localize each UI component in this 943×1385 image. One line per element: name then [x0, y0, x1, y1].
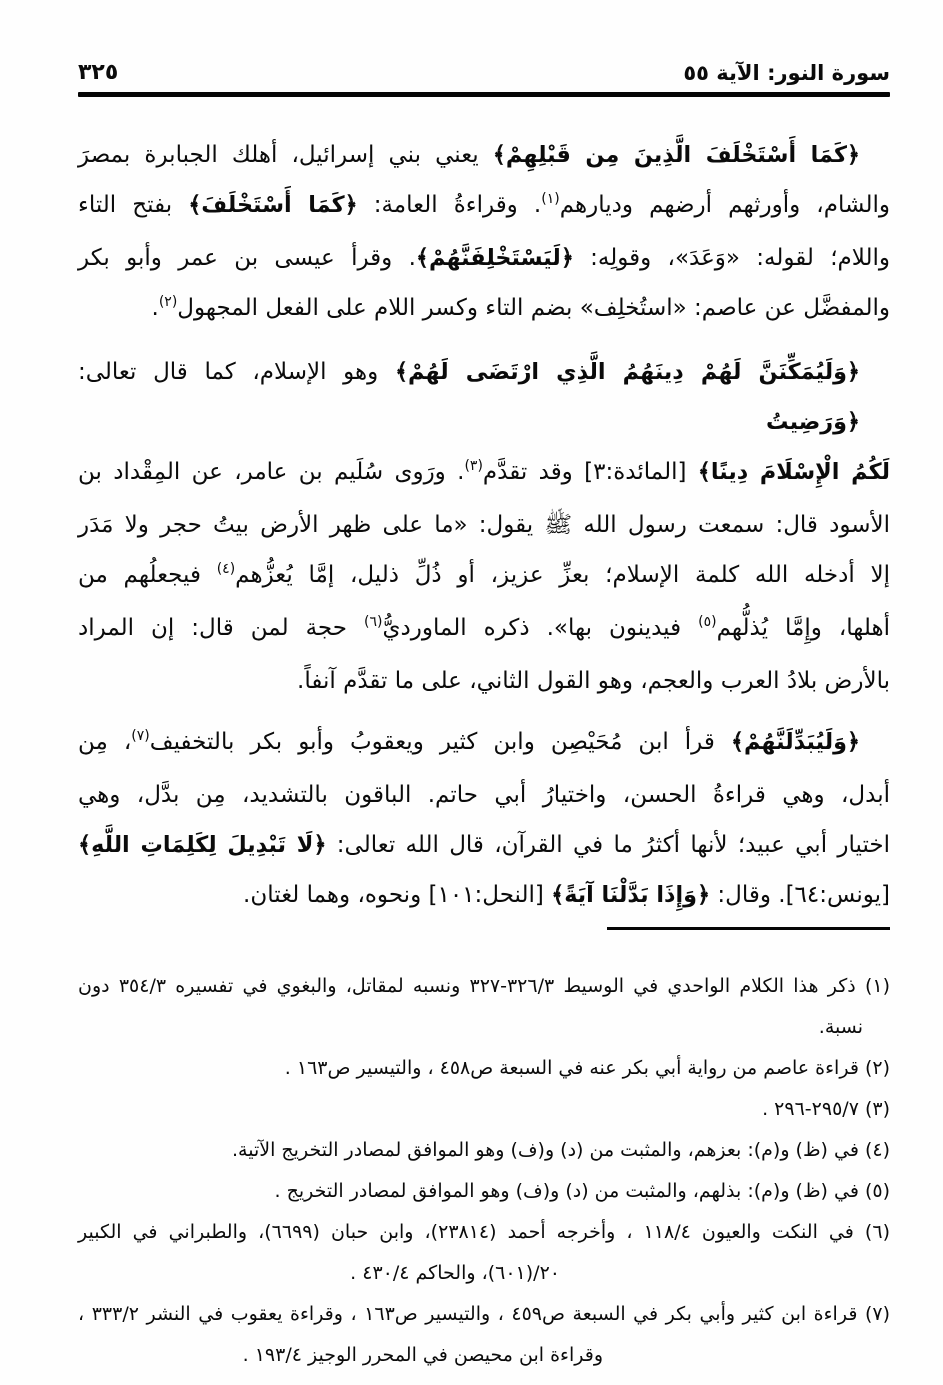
body-text-segment: فيدينون بها». ذكره الماورديُّ	[382, 615, 699, 641]
footnote-line	[78, 1212, 890, 1253]
footnote-line	[78, 1089, 890, 1130]
body-text-block	[78, 130, 890, 920]
footnotes-block	[78, 966, 890, 1376]
body-text-segment: قرأ ابن مُحَيْصِن وابن كثير ويعقوبُ وأبو بكر بالتخفيف	[149, 729, 731, 755]
footnote	[78, 1212, 890, 1294]
body-text-segment: [النحل:١٠١] ونحوه، وهما لغتان.	[243, 882, 552, 908]
footnote-text: في النكت والعيون ٤/‏١١٨ ، وأخرجه أحمد (٢٣٨١٤)، وابن حبان (٦٦٩٩)، والطبراني في الكبير	[78, 1221, 854, 1243]
quran-quote: ﴿لَا تَبْدِيلَ لِكَلِمَاتِ اللَّهِ﴾	[78, 832, 327, 858]
footnote	[78, 1171, 890, 1212]
footnote-text: ذكر هذا الكلام الواحدي في الوسيط ٣/‏٣٢٦-٣٢٧ ونسبه لمقاتل، والبغوي في تفسيره ٣/‏٣٥٤ دون	[78, 975, 856, 997]
footnote-line	[78, 1253, 890, 1294]
quran-quote: ﴿وَإِذَا بَدَّلْنَا آيَةً﴾	[551, 882, 711, 908]
body-text-segment: يعني بني إسرائيل، أهلك الجبابرة بمصرَ	[78, 142, 493, 168]
body-line	[78, 717, 890, 770]
footnote-number: (٥)	[858, 1180, 890, 1202]
footnote-ref-marker: (٧)	[131, 728, 150, 744]
body-text-segment: واللام؛ لقوله: «وَعَدَ»، وقولِه:	[573, 245, 890, 271]
header-rule	[78, 92, 890, 97]
quran-quote: ﴿كَمَا أَسْتَخْلَفَ الَّذِينَ مِن قَبْلِهِمْ﴾	[492, 142, 860, 168]
body-text-segment: إلا أدخله الله كلمة الإسلام؛ بعزِّ عزيز، أو ذُلِّ ذليل، إمَّا يُعزُّهم	[235, 562, 890, 588]
header-surah-title: سورة النور: الآية ٥٥	[683, 61, 890, 85]
footnote-separator	[607, 927, 890, 930]
footnote-text: قراءة عاصم من رواية أبي بكر عنه في السبعة ص٤٥٨ ، والتيسير ص١٦٣ .	[284, 1057, 859, 1079]
footnote-text: قراءة ابن كثير وأبي بكر في السبعة ص٤٥٩ ، والتيسير ص١٦٣ ، وقراءة يعقوب في النشر ٢/‏٣٣٣ ،	[78, 1303, 858, 1325]
footnote	[78, 1130, 890, 1171]
body-line	[78, 500, 890, 550]
footnote-text: ٧/‏٢٩٥-٢٩٦ .	[762, 1098, 859, 1120]
body-line	[78, 447, 890, 500]
footnote-line	[78, 1130, 890, 1171]
body-text-segment: . وقرأ عيسى بن عمر وأبو بكر	[78, 245, 416, 271]
footnote	[78, 1048, 890, 1089]
quran-quote: لَكُمُ الْإِسْلَامَ دِينًا﴾	[697, 459, 890, 485]
footnote-ref-marker: (٢)	[158, 294, 178, 310]
body-text-segment: حجة لمن قال: إن المراد	[78, 615, 365, 641]
footnote-ref-marker: (٦)	[364, 614, 383, 630]
footnote-ref-marker: (٣)	[464, 458, 483, 474]
footnote-number: (١)	[855, 975, 890, 997]
quran-quote: ﴿وَرَضِيتُ	[765, 409, 860, 435]
body-text-segment: الأسود قال: سمعت رسول الله ﷺ يقول: «ما على ظهر الأرض بيتُ حجر ولا مَدَر	[78, 512, 890, 538]
body-text-segment: [يونس:٦٤]. وقال:	[710, 882, 890, 908]
page-header	[78, 60, 890, 85]
footnote-number: (٣)	[858, 1098, 890, 1120]
body-line	[78, 283, 890, 336]
body-line	[78, 347, 890, 447]
body-line	[78, 870, 890, 920]
footnote-ref-marker: (٤)	[216, 561, 236, 577]
footnote-text: ٢٠/‏(٦٠١)، والحاكم ٤/‏٤٣٠ .	[350, 1262, 560, 1284]
footnote-ref-marker: (٥)	[698, 614, 717, 630]
footnote-text: في (ظ) و(م): بعزهم، والمثبت من (د) و(ف) وهو الموافق لمصادر التخريج الآتية.	[232, 1139, 859, 1161]
body-line	[78, 130, 890, 180]
footnote-line	[78, 1007, 890, 1048]
footnote-text: في (ظ) و(م): بذلهم، والمثبت من (د) و(ف) وهو الموافق لمصادر التخريج .	[274, 1180, 859, 1202]
footnote-number: (٧)	[857, 1303, 891, 1325]
footnote-line	[78, 1294, 890, 1335]
body-text-segment: وهو الإسلام، كما قال تعالى:	[78, 359, 395, 385]
footnote-number: (٤)	[858, 1139, 890, 1161]
body-text-segment: أبدل، وهي قراءةُ الحسن، واختيارُ أبي حاتم. الباقون بالتشديد، مِن بدَّل، وهي	[78, 782, 890, 808]
footnote-text: نسبة.	[818, 1016, 863, 1038]
footnote-line	[78, 1048, 890, 1089]
quran-quote: ﴿وَلَيُمَكِّنَنَّ لَهُمْ دِينَهُمُ الَّذِي ارْتَضَى لَهُمْ﴾	[394, 359, 860, 385]
footnote-ref-marker: (١)	[541, 191, 560, 207]
footnote	[78, 1294, 890, 1376]
quran-quote: ﴿وَلَيُبَدِّلَنَّهُمْ﴾	[730, 729, 860, 755]
body-line	[78, 603, 890, 656]
paragraph	[78, 717, 890, 920]
body-text-segment: أهلها، وإِمَّا يُذلُّهم	[716, 615, 890, 641]
body-line	[78, 550, 890, 603]
footnote-line	[78, 1335, 890, 1376]
paragraph	[78, 130, 890, 336]
body-text-segment: بالأرض بلادُ العرب والعجم، وهو القول الثاني، على ما تقدَّم آنفاً.	[297, 668, 890, 694]
header-page-number: ٣٢٥	[78, 60, 119, 85]
body-line	[78, 820, 890, 870]
body-text-segment: فيجعلُهم من	[78, 562, 217, 588]
body-line	[78, 770, 890, 820]
body-text-segment: . ورَوى سُلَيم بن عامر، عن المِقْداد بن	[78, 459, 465, 485]
body-text-segment: والمفضَّل عن عاصم: «استُخلِف» بضم التاء وكسر اللام على الفعل المجهول	[177, 295, 890, 321]
footnote	[78, 966, 890, 1048]
body-text-segment: والشام، وأورثهم أرضهم وديارهم	[559, 192, 891, 218]
body-line	[78, 656, 890, 706]
body-line	[78, 180, 890, 233]
quran-quote: ﴿لَيَسْتَخْلِفَنَّهُمْ﴾	[415, 245, 574, 271]
body-text-segment: .	[151, 295, 159, 321]
body-text-segment: . وقراءةُ العامة:	[357, 192, 542, 218]
footnote-line	[78, 1171, 890, 1212]
body-text-segment: ، مِن	[78, 729, 132, 755]
body-line	[78, 233, 890, 283]
body-text-segment: اختيار أبي عبيد؛ لأنها أكثرُ ما في القرآن، قال الله تعالى:	[326, 832, 891, 858]
footnote-line	[78, 966, 890, 1007]
quran-quote: ﴿كَمَا أَسْتَخْلَفَ﴾	[188, 192, 358, 218]
footnote-text: وقراءة ابن محيصن في المحرر الوجيز ٤/‏١٩٣ .	[242, 1344, 603, 1366]
footnote-number: (٢)	[858, 1057, 890, 1079]
body-text-segment: بفتح التاء	[78, 192, 189, 218]
footnote-number: (٦)	[853, 1221, 890, 1243]
footnote	[78, 1089, 890, 1130]
paragraph	[78, 347, 890, 706]
body-text-segment: [المائدة:٣] وقد تقدَّم	[482, 459, 698, 485]
